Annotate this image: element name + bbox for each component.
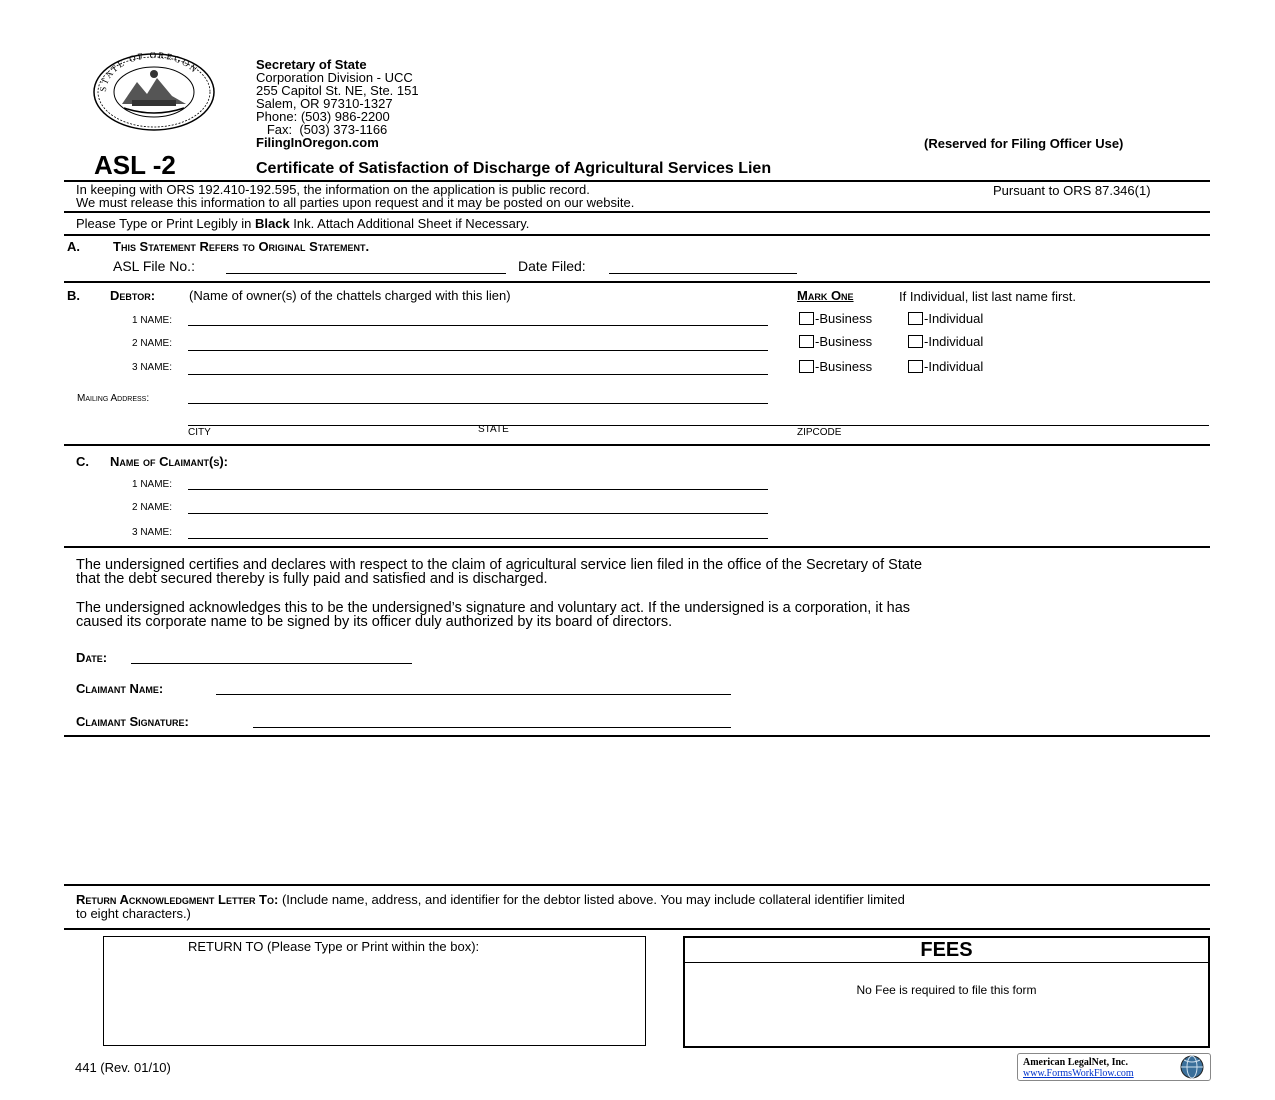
divider <box>64 884 1210 886</box>
date-filed-field[interactable] <box>609 273 797 274</box>
checkbox[interactable] <box>799 312 814 325</box>
divider <box>64 444 1210 446</box>
public-record-notice <box>76 183 634 209</box>
reserved-note: (Reserved for Filing Officer Use) <box>924 136 1124 151</box>
claimant-heading: Name of Claimant(s): <box>110 454 228 469</box>
certification-line-1: The undersigned certifies and declares with respect to the claim of agricultural service lien filed in the office of the Secretary of State <box>76 557 923 573</box>
checkbox[interactable] <box>799 360 814 373</box>
instructions-text: Please Type or Print Legibly in <box>76 216 255 231</box>
section-b-letter: B. <box>67 288 80 303</box>
agency-phone: Phone: (503) 986-2200 <box>256 109 390 124</box>
debtor-1-business-option[interactable] <box>799 311 872 326</box>
agency-address-block <box>256 58 419 149</box>
certification-paragraph <box>76 558 922 586</box>
debtor-1-individual-option[interactable] <box>908 311 983 326</box>
date-field[interactable] <box>131 663 412 664</box>
section-a-letter: A. <box>67 239 80 254</box>
asl-file-field[interactable] <box>226 273 506 274</box>
debtor-3-label: 3 NAME: <box>132 362 173 373</box>
claimant-name-label: Claimant Name: <box>76 681 164 696</box>
svg-text:STATE OF OREGON: STATE OF OREGON <box>97 52 201 93</box>
divider <box>64 546 1210 548</box>
instructions-text-end: Ink. Attach Additional Sheet if Necessary. <box>289 216 530 231</box>
globe-icon <box>1176 1055 1208 1079</box>
debtor-2-label: 2 NAME: <box>132 338 173 349</box>
section-c-letter: C. <box>76 454 89 469</box>
debtor-1-label: 1 NAME: <box>132 315 173 326</box>
acknowledgment-line-2: caused its corporate name to be signed by its officer duly authorized by its board of directors. <box>76 614 673 630</box>
notice-line-1: In keeping with ORS 192.410-192.595, the information on the application is public record. <box>76 182 590 197</box>
fees-box <box>683 936 1210 1048</box>
return-acknowledgment-note <box>76 893 905 921</box>
return-acknowledgment-text: (Include name, address, and identifier for the debtor listed above. You may include collateral identifier limited <box>278 892 905 907</box>
individual-label: -Individual <box>924 359 984 374</box>
individual-label: -Individual <box>924 311 984 326</box>
debtor-1-name-field[interactable] <box>188 325 768 326</box>
claimant-name-field[interactable] <box>216 694 731 695</box>
checkbox[interactable] <box>908 312 923 325</box>
acknowledgment-line-1: The undersigned acknowledges this to be the undersigned’s signature and voluntary act. If the undersigned is a corporation, it has <box>76 600 911 616</box>
agency-city: Salem, OR 97310-1327 <box>256 96 393 111</box>
agency-website: FilingInOregon.com <box>256 135 379 150</box>
return-to-label: RETURN TO (Please Type or Print within the box): <box>188 939 480 954</box>
agency-street: 255 Capitol St. NE, Ste. 151 <box>256 83 419 98</box>
agency-name: Secretary of State <box>256 57 367 72</box>
return-to-box[interactable] <box>103 936 646 1046</box>
individual-label: -Individual <box>924 334 984 349</box>
return-acknowledgment-heading: Return Acknowledgment Letter To: <box>76 892 279 907</box>
debtor-3-name-field[interactable] <box>188 374 768 375</box>
claimant-1-name-field[interactable] <box>188 489 768 490</box>
fees-text: No Fee is required to file this form <box>856 983 1037 997</box>
zipcode-label: ZIPCODE <box>797 427 842 438</box>
checkbox[interactable] <box>908 360 923 373</box>
pursuant-note: Pursuant to ORS 87.346(1) <box>993 183 1151 198</box>
debtor-heading: Debtor: <box>110 288 156 303</box>
agency-division: Corporation Division - UCC <box>256 70 413 85</box>
business-label: -Business <box>815 311 873 326</box>
divider <box>64 735 1210 737</box>
form-code: ASL -2 <box>94 150 176 180</box>
divider <box>64 928 1210 930</box>
city-state-zip-field[interactable] <box>188 425 1209 426</box>
claimant-2-name-field[interactable] <box>188 513 768 514</box>
business-label: -Business <box>815 334 873 349</box>
publisher-url[interactable]: www.FormsWorkFlow.com <box>1023 1068 1134 1079</box>
acknowledgment-paragraph <box>76 601 910 629</box>
claimant-3-label: 3 NAME: <box>132 527 173 538</box>
instructions <box>76 216 529 231</box>
divider <box>64 211 1210 213</box>
debtor-2-individual-option[interactable] <box>908 334 983 349</box>
claimant-signature-field[interactable] <box>253 727 731 728</box>
checkbox[interactable] <box>799 335 814 348</box>
mailing-address-field[interactable] <box>188 403 768 404</box>
asl-file-label: ASL File No.: <box>113 258 195 274</box>
mark-one-label: Mark One <box>797 288 854 303</box>
claimant-signature-label: Claimant Signature: <box>76 714 189 729</box>
claimant-3-name-field[interactable] <box>188 538 768 539</box>
publisher-badge[interactable] <box>1017 1053 1211 1081</box>
form-title: Certificate of Satisfaction of Discharge of Agricultural Services Lien <box>256 160 772 177</box>
instructions-bold: Black <box>254 216 290 231</box>
debtor-2-name-field[interactable] <box>188 350 768 351</box>
notice-line-2: We must release this information to all parties upon request and it may be posted on our website. <box>76 195 635 210</box>
section-a-heading: This Statement Refers to Original Statement. <box>113 239 370 254</box>
return-acknowledgment-text-2: to eight characters.) <box>76 906 191 921</box>
agency-fax: Fax: (503) 373-1166 <box>256 122 388 137</box>
city-label: CITY <box>188 427 211 438</box>
fees-title: FEES <box>685 938 1208 963</box>
claimant-1-label: 1 NAME: <box>132 479 173 490</box>
state-label: STATE <box>478 424 509 435</box>
mailing-address-label: Mailing Address: <box>77 393 150 404</box>
date-label: Date: <box>76 650 108 665</box>
debtor-3-business-option[interactable] <box>799 359 872 374</box>
debtor-subheading: (Name of owner(s) of the chattels charged with this lien) <box>189 288 511 303</box>
divider <box>64 281 1210 283</box>
mark-one-note: If Individual, list last name first. <box>899 289 1077 304</box>
debtor-2-business-option[interactable] <box>799 334 872 349</box>
claimant-2-label: 2 NAME: <box>132 502 173 513</box>
state-seal-logo <box>92 52 216 132</box>
certification-line-2: that the debt secured thereby is fully paid and satisfied and is discharged. <box>76 571 548 587</box>
checkbox[interactable] <box>908 335 923 348</box>
debtor-3-individual-option[interactable] <box>908 359 983 374</box>
date-filed-label: Date Filed: <box>518 258 586 274</box>
form-revision: 441 (Rev. 01/10) <box>75 1060 171 1075</box>
divider <box>64 234 1210 236</box>
publisher-name: American LegalNet, Inc. <box>1023 1057 1128 1068</box>
business-label: -Business <box>815 359 873 374</box>
